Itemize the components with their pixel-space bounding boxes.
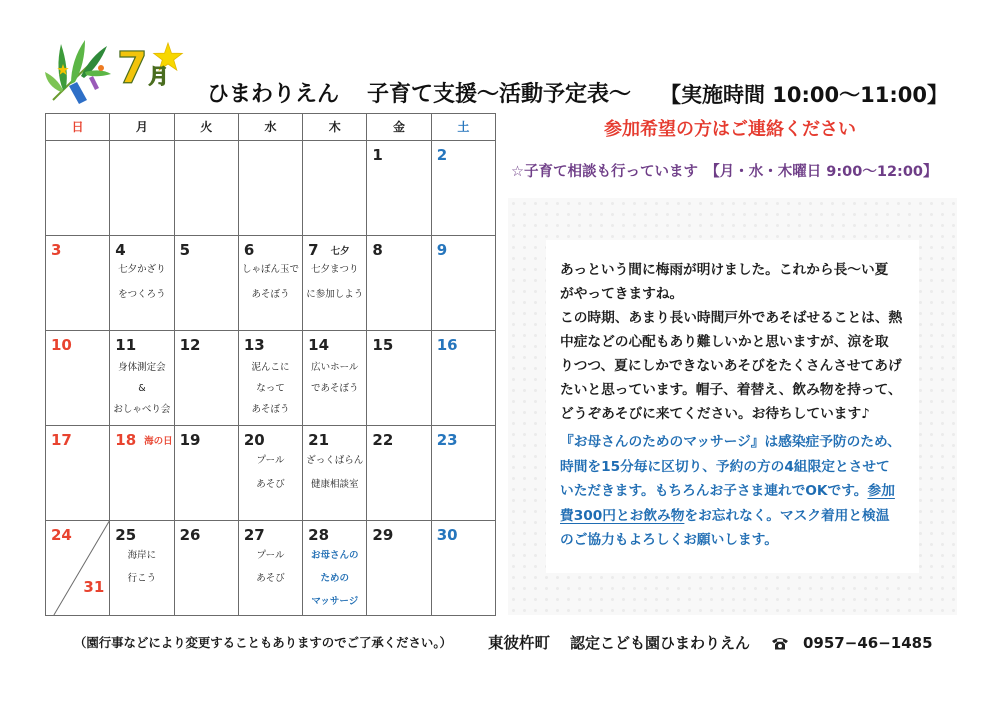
day-cell-21 [303,426,367,521]
message-paragraph [560,258,902,426]
month-label [117,43,169,94]
info-line: のご協力もよろしくお願いします。 [560,532,778,548]
event-text [239,357,302,420]
day-number: 30 [436,526,458,544]
day-cell-4 [110,236,174,331]
day-cell-27 [239,521,303,616]
day-cell-25 [110,521,174,616]
weekday-header-fri: 金 [367,114,431,141]
day-cell-12 [175,331,239,426]
weekday-header-tue: 火 [175,114,239,141]
day-number: 18 [115,431,137,449]
event-line: あそぼう [251,404,290,415]
event-line: であそぼう [311,383,359,394]
month-suffix: 月 [148,64,169,88]
empty-day-cell [303,141,367,236]
event-text [303,257,366,307]
event-line: & [138,383,146,394]
event-line: 広いホール [311,362,359,373]
event-line: ざっくばらん [306,455,364,466]
event-line: あそび [256,573,285,584]
day-cell-22 [367,426,431,521]
day-number: 8 [372,241,383,259]
event-line: プール [256,455,285,466]
message-line: 中症などの心配もあり難しいかと思いますが、涼を取 [560,334,889,350]
holiday-tag: 海の日 [144,436,173,447]
event-line: あそぼう [251,289,290,300]
day-number: 27 [243,526,265,544]
day-number: 28 [308,526,330,544]
event-line: 健康相談室 [311,479,359,490]
message-line: この時期、あまり長い時間戸外であそばせることは、熱 [560,310,903,326]
message-line: あっという間に梅雨が明けました。これから長～い夏 [560,262,889,278]
weekday-header-thu: 木 [303,114,367,141]
event-line: 身体測定会 [118,362,166,373]
weekday-header-sun: 日 [46,114,110,141]
day-number: 29 [372,526,394,544]
day-cell-17 [46,426,110,521]
event-text [239,449,302,497]
day-cell-24-31 [46,521,110,616]
event-tag: 七夕 [330,246,350,257]
day-number: 4 [115,241,126,259]
info-line: 時間を15分毎に区切り、予約の方の4組限定とさせて [560,458,890,475]
day-number: 20 [243,431,265,449]
day-cell-7 [303,236,367,331]
day-cell-19 [175,426,239,521]
day-number: 26 [179,526,201,544]
day-cell-14 [303,331,367,426]
page-title: 子育て支援～活動予定表～ [367,82,632,107]
event-line: しゃぼん玉で [241,264,299,275]
day-number: 17 [51,431,72,449]
event-text [110,257,173,307]
day-number: 2 [436,146,448,164]
day-cell-20 [239,426,303,521]
day-number: 6 [243,241,255,259]
day-number: 14 [308,336,330,354]
day-number: 22 [372,431,394,449]
day-cell-11 [110,331,174,426]
day-number: 24 [51,526,72,544]
day-number: 5 [179,241,190,259]
info-line: 『お母さんのためのマッサージ』は感染症予防のため、 [560,434,901,450]
event-line: おしゃべり会 [113,404,171,415]
contact-notice: 参加希望の方はご連絡ください [604,119,856,140]
day-number: 9 [436,241,448,259]
day-cell-30 [432,521,496,616]
day-cell-2 [432,141,496,236]
event-line: プール [256,550,285,561]
day-number: 12 [179,336,201,354]
day-number: 13 [243,336,265,354]
consultation-info: ☆子育て相談も行っています 【月・水・木曜日 9:00～12:00】 [511,164,938,180]
day-cell-9 [432,236,496,331]
empty-day-cell [239,141,303,236]
day-number: 25 [115,526,137,544]
schedule-change-note: （園行事などにより変更することもありますのでご了承ください。） [74,635,452,650]
event-text [303,544,366,613]
day-number: 19 [179,431,201,449]
day-cell-16 [432,331,496,426]
message-line: りつつ、夏にしかできないあそびをたくさんさせてあげ [560,358,902,374]
weekday-header-sat: 土 [432,114,496,141]
event-line: 泥んこに [251,362,290,373]
month-number: 7 [117,43,148,94]
info-underlined-text: 参加 [867,483,895,499]
day-cell-23 [432,426,496,521]
event-line: 行こう [127,573,157,584]
day-number: 16 [436,336,458,354]
day-number-alt: 31 [83,578,105,596]
event-text [303,357,366,399]
info-underlined-text: 費300円とお飲み物 [560,507,685,524]
event-text [303,449,366,497]
day-cell-28 [303,521,367,616]
info-line [560,479,901,504]
info-line [560,504,901,529]
school-name: 認定こども園ひまわりえん [570,634,751,652]
event-line: 海岸に [127,550,157,561]
day-number: 11 [115,336,137,354]
empty-day-cell [175,141,239,236]
event-text [110,357,173,420]
telephone-icon [771,636,789,650]
session-time: 【実施時間 10:00～11:00】 [660,83,949,107]
empty-day-cell [46,141,110,236]
day-cell-10 [46,331,110,426]
day-number: 3 [51,241,62,259]
info-text: いただきます。もちろんお子さま連れでOKです。 [560,483,868,499]
message-line: どうぞあそびに来てください。お待ちしています♪ [560,406,870,422]
day-cell-18 [110,426,174,521]
day-cell-1 [367,141,431,236]
day-cell-15 [367,331,431,426]
day-cell-6 [239,236,303,331]
event-line: 七夕まつり [311,264,359,275]
event-line: お母さんの [311,550,359,561]
day-number: 1 [372,146,383,164]
day-number: 7 [308,241,319,259]
weekday-header-mon: 月 [110,114,174,141]
event-line: マッサージ [311,596,359,607]
event-line: 七夕かざり [118,264,166,275]
day-number: 15 [372,336,394,354]
event-line: あそび [256,479,285,490]
day-number: 21 [308,431,330,449]
message-line: がやってきますね。 [560,286,684,302]
day-cell-26 [175,521,239,616]
massage-info-paragraph [560,430,901,553]
weekday-header-wed: 水 [239,114,303,141]
day-cell-29 [367,521,431,616]
event-line: なって [256,383,285,394]
day-number: 23 [436,431,458,449]
day-cell-3 [46,236,110,331]
message-line: たいと思っています。帽子、着替え、飲み物を持って、 [560,382,902,398]
calendar-grid [45,113,496,616]
day-number: 10 [51,336,72,354]
event-line: ための [320,573,350,584]
info-text: をお忘れなく。マスク着用と検温 [684,507,890,524]
phone-number: 0957−46−1485 [803,634,933,652]
town-name: 東彼杵町 [488,634,551,652]
event-line: に参加しよう [306,289,364,300]
day-cell-5 [175,236,239,331]
event-text [239,544,302,590]
event-line: をつくろう [118,289,166,300]
event-text [110,544,173,590]
day-cell-13 [239,331,303,426]
nursery-name: ひまわりえん [207,82,340,107]
day-cell-8 [367,236,431,331]
empty-day-cell [110,141,174,236]
event-text [239,257,302,307]
